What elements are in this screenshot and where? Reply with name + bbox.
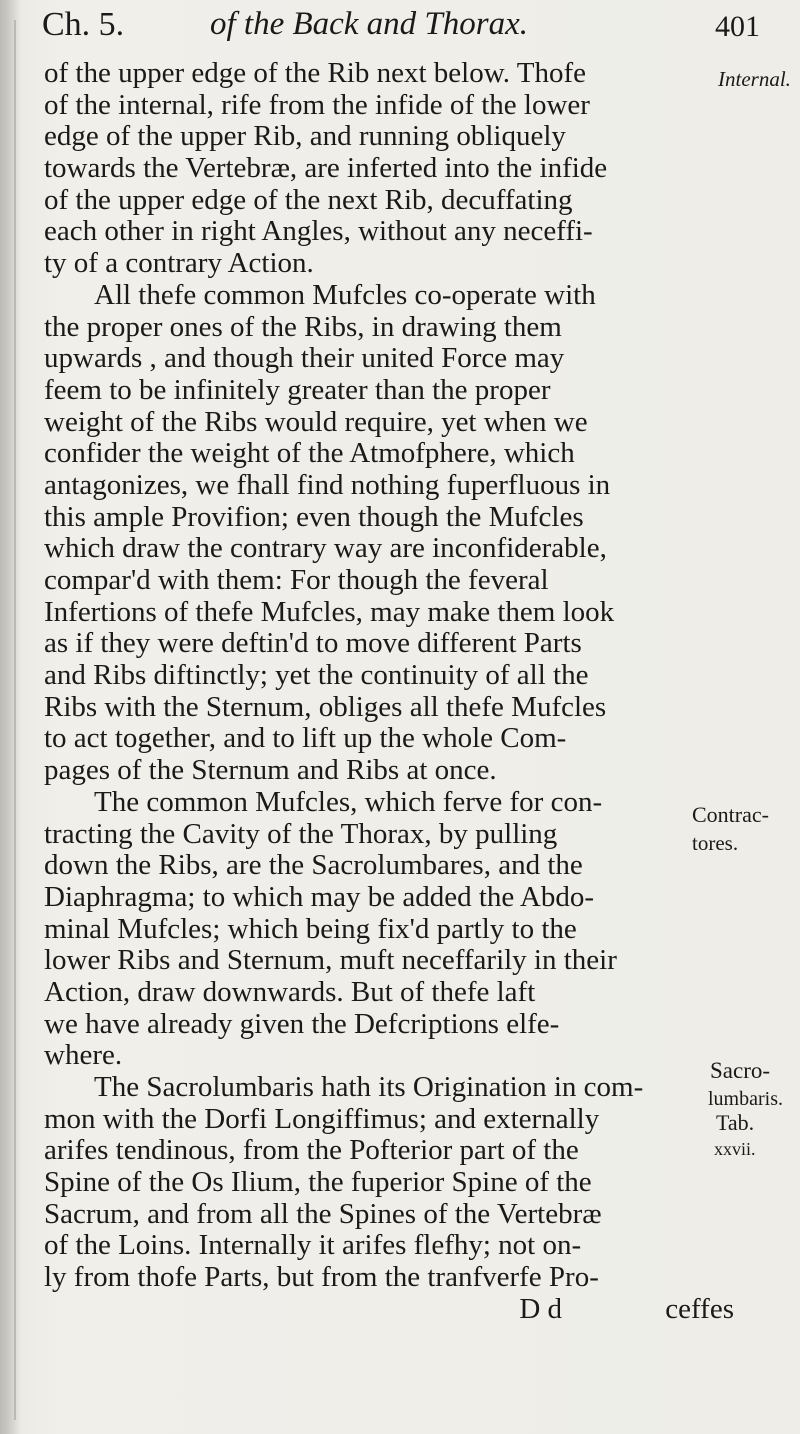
margin-note-tores: tores. [692, 831, 739, 855]
text-line: ly from thofe Parts, but from the tranfverfe Pro- [44, 1261, 599, 1294]
catchword: ceffes [665, 1292, 734, 1325]
text-line: mon with the Dorfi Longiffimus; and externally [44, 1102, 600, 1135]
text-line: the proper ones of the Ribs, in drawing them [44, 310, 562, 343]
paragraph-start: The Sacrolumbaris hath its Origination in com- [94, 1071, 644, 1103]
header-chapter: Ch. 5. [42, 6, 125, 43]
text-line: to act together, and to lift up the whole Com- [44, 722, 567, 755]
paragraph-start: The common Mufcles, which ferve for con- [94, 785, 603, 818]
text-line: each other in right Angles, without any neceffi- [44, 215, 593, 248]
header-title: of the Back and Thorax. [210, 6, 529, 42]
text-line: tracting the Cavity of the Thorax, by pulling [44, 817, 558, 850]
text-line: Sacrum, and from all the Spines of the Vertebræ [44, 1197, 602, 1230]
binding-edge [14, 20, 16, 1420]
margin-note-internal: Internal. [718, 67, 791, 91]
text-line: antagonizes, we fhall find nothing fuperfluous in [44, 468, 611, 501]
text-line: compar'd with them: For though the feveral [44, 564, 549, 596]
text-line: edge of the upper Rib, and running obliquely [44, 120, 566, 153]
text-line: minal Mufcles; which being fix'd partly to the [44, 912, 577, 945]
text-line: arifes tendinous, from the Pofterior part of the [44, 1134, 579, 1167]
margin-note-lumbaris: lumbaris. [708, 1088, 783, 1110]
running-header [42, 0, 760, 52]
text-line: pages of the Sternum and Ribs at once. [44, 754, 497, 787]
text-line: this ample Provifion; even though the Mufcles [44, 500, 584, 533]
text-line: of the Loins. Internally it arifes flefhy; not on- [44, 1229, 582, 1262]
text-line: and Ribs diftinctly; yet the continuity of all the [44, 659, 589, 692]
catchword-line [44, 1294, 744, 1326]
text-line: confider the weight of the Atmofphere, which [44, 437, 575, 470]
text-line: Ribs with the Sternum, obliges all thefe Mufcles [44, 690, 607, 723]
text-line: ty of a contrary Action. [44, 247, 314, 280]
text-line: towards the Vertebræ, are inferted into the infide [44, 152, 608, 185]
text-line: of the upper edge of the next Rib, decuffating [44, 183, 573, 216]
text-line: down the Ribs, are the Sacrolumbares, and the [44, 849, 583, 882]
text-line: Diaphragma; to which may be added the Abdo- [44, 880, 595, 913]
text-line: Spine of the Os Ilium, the fuperior Spine of the [44, 1166, 592, 1199]
body-text [44, 58, 744, 1326]
text-line: lower Ribs and Sternum, muft neceffarily in their [44, 944, 617, 977]
text-line: which draw the contrary way are inconfiderable, [44, 532, 607, 565]
text-line: upwards , and though their united Force may [44, 342, 565, 375]
text-line: of the upper edge of the Rib next below. Thofe [44, 57, 586, 89]
margin-note-tab-number: xxvii. [714, 1139, 756, 1159]
gutter-shadow [0, 0, 20, 1434]
text-line: Infertions of thefe Mufcles, may make them look [44, 595, 615, 628]
text-line: weight of the Ribs would require, yet when we [44, 405, 588, 438]
margin-note-sacro: Sacro- [710, 1058, 771, 1083]
text-line: Action, draw downwards. But of thefe laft [44, 975, 536, 1008]
text-line: of the internal, rife from the infide of the lower [44, 88, 590, 121]
text-line: where. [44, 1039, 123, 1072]
paragraph-start: All thefe common Mufcles co-operate with [94, 278, 596, 311]
signature-mark: D d [519, 1292, 563, 1325]
margin-note-tab: Tab. [716, 1110, 755, 1135]
page-number: 401 [715, 10, 760, 43]
text-line: feem to be infinitely greater than the proper [44, 373, 551, 406]
text-line: as if they were deftin'd to move different Parts [44, 627, 582, 660]
text-line: we have already given the Defcriptions elfe- [44, 1007, 560, 1040]
margin-note-contrac: Contrac- [692, 802, 769, 827]
